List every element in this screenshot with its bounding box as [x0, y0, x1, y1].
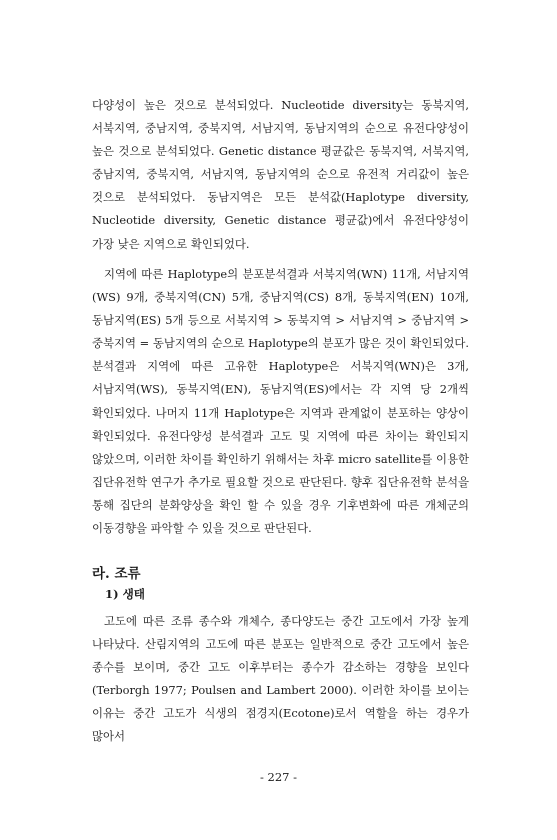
body-paragraph-genetic-diversity: [92, 94, 469, 256]
section-heading: 라. 조류: [92, 566, 141, 582]
body-paragraph-haplotype-distribution: [92, 263, 469, 540]
body-paragraph-bird-ecology: [92, 610, 469, 749]
paragraph-text: 다양성이 높은 것으로 분석되었다. Nucleotide diversity는 동북지역, 서북지역, 중남지역, 중북지역, 서남지역, 동남지역의 순으로 유전다양성이 높은 것으로 분석되었다. Genetic distance 평균값은 동북지역, 서북지역, 중남지역, 중북지역, 서남지역, 동남지역의 순으로 유전적 거리값이 높은 것으로 분석되었다. 동남지역은 모든 분석값(Haplotype diversity, Nucleotide diversity, Genetic distance 평균값)에서 유전다양성이 가장 낮은 지역으로 확인되었다.: [92, 98, 469, 251]
paragraph-text: 지역에 따른 Haplotype의 분포분석결과 서북지역(WN) 11개, 서남지역(WS) 9개, 중북지역(CN) 5개, 중남지역(CS) 8개, 동북지역(EN) 10개, 동남지역(ES) 5개 등으로 서북지역 > 동북지역 > 서남지역 > 중남지역 > 중북지역 = 동남지역의 순으로 Haplotype의 분포가 많은 것이 확인되었다. 분석결과 지역에 따른 고유한 Haplotype은 서북지역(WN)은 3개, 서남지역(WS), 동북지역(EN), 동남지역(ES)에서는 각 지역 당 2개씩 확인되었다. 나머지 11개 Haplotype은 지역과 관계없이 분포하는 양상이 확인되었다. 유전다양성 분석결과 고도 및 지역에 따른 차이는 확인되지 않았으며, 이러한 차이를 확인하기 위해서는 차후 micro satellite를 이용한 집단유전학 연구가 추가로 필요할 것으로 판단된다. 향후 집단유전학 분석을 통해 집단의 분화양상을 확인 할 수 있을 경우 기후변화에 따른 개체군의 이동경향을 파악할 수 있을 것으로 판단된다.: [92, 267, 469, 536]
paragraph-text: 고도에 따른 조류 종수와 개체수, 종다양도는 중간 고도에서 가장 높게 나타났다. 산림지역의 고도에 따른 분포는 일반적으로 중간 고도에서 높은 종수를 보이며, 중간 고도 이후부터는 종수가 감소하는 경향을 보인다(Terborgh 1977; Poulsen and Lambert 2000). 이러한 차이를 보이는 이유는 중간 고도가 식생의 점경지(Ecotone)로서 역할을 하는 경우가 많아서: [92, 614, 469, 744]
page-number: - 227 -: [259, 770, 298, 784]
subsection-heading: 1) 생태: [105, 587, 145, 601]
